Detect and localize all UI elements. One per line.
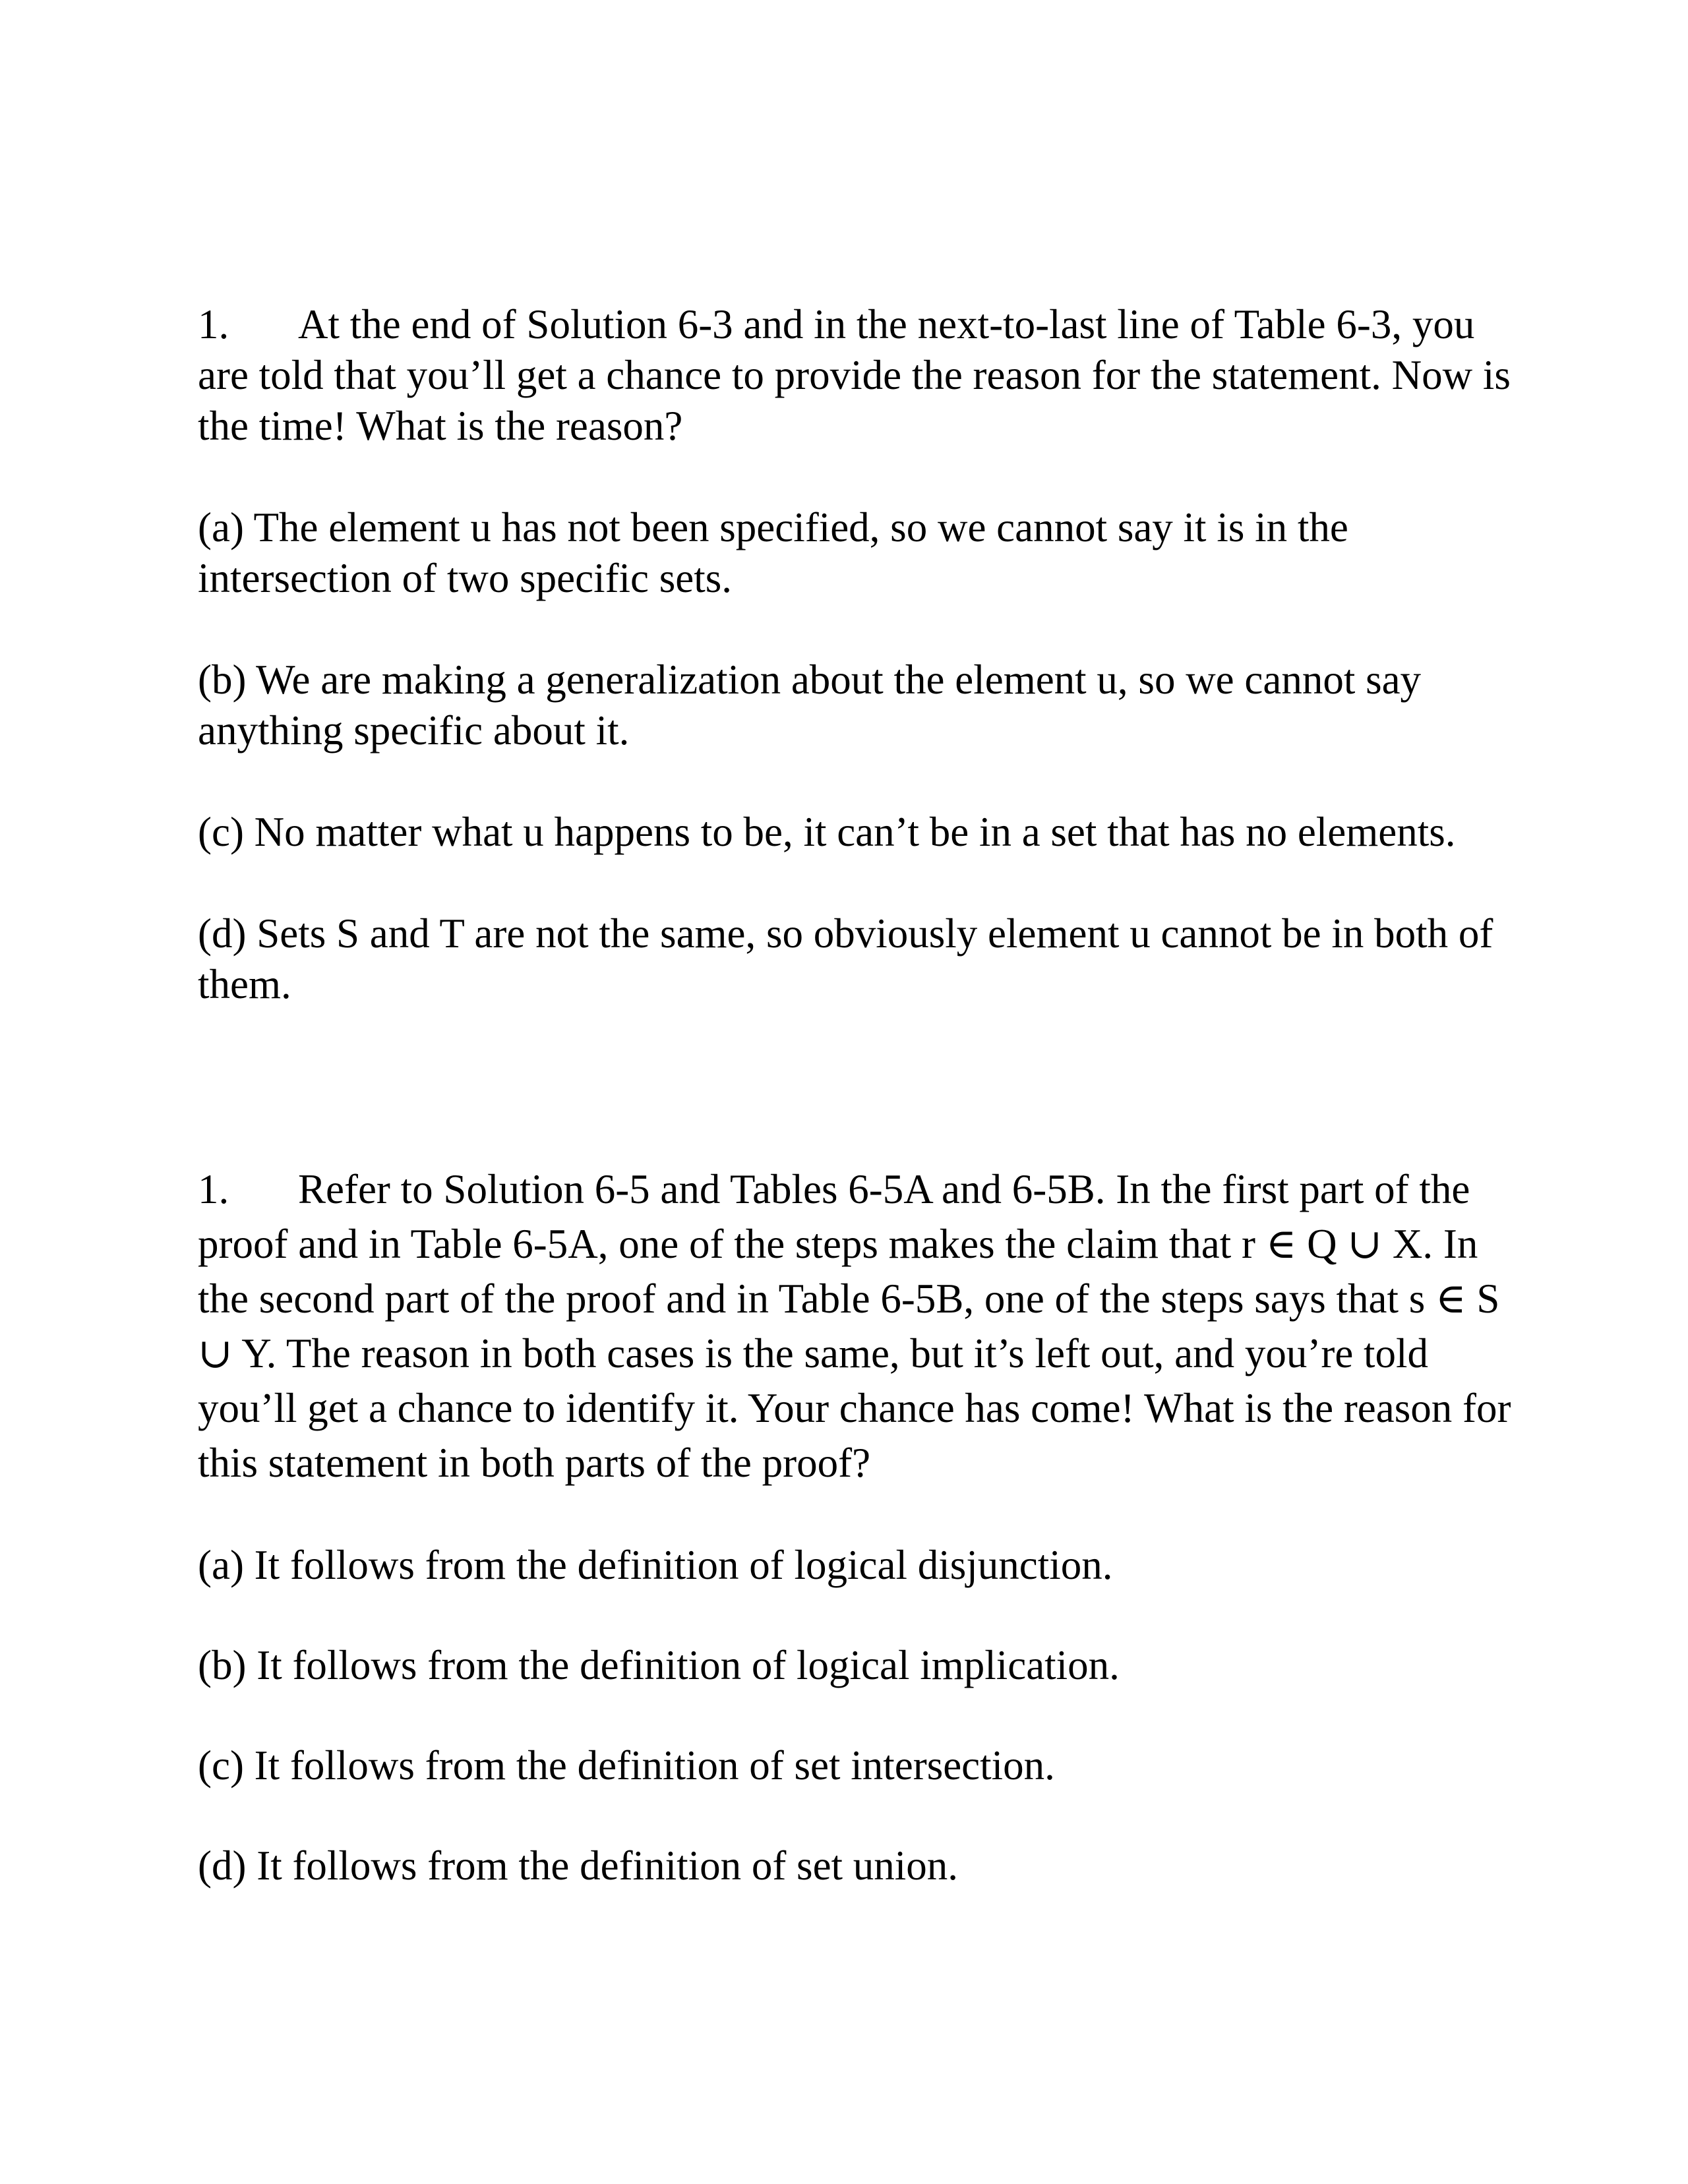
question-2-number: 1.: [198, 1166, 229, 1212]
question-1-option-d: (d) Sets S and T are not the same, so obviously element u cannot be in both of them.: [198, 910, 1493, 1007]
document-page: [198, 299, 1523, 1891]
question-2-option-b: (b) It follows from the definition of logical implication.: [198, 1642, 1120, 1688]
question-1-option-a: (a) The element u has not been specified, so we cannot say it is in the intersection of two specific sets.: [198, 504, 1348, 601]
question-1-number: 1.: [198, 301, 229, 347]
question-2: [198, 1162, 1523, 1891]
question-1-stem: [198, 299, 1523, 452]
question-1-text: At the end of Solution 6-3 and in the next-to-last line of Table 6-3, you are told that you’ll get a chance to provide the reason for the statement. Now is the time! What is the reason?: [198, 301, 1511, 449]
question-2-text: Refer to Solution 6-5 and Tables 6-5A and 6-5B. In the first part of the proof and in Table 6-5A, one of the steps makes the claim that r ∈ Q ∪ X. In the second part of the proof and in Table 6-5B, one of the steps says that s ∈ S ∪ Y. The reason in both cases is the same, but it’s left out, and you’re told you’ll get a chance to identify it. Your chance has come! What is the reason for this statement in both parts of the proof?: [198, 1166, 1511, 1486]
question-2-option-a: (a) It follows from the definition of logical disjunction.: [198, 1542, 1113, 1588]
question-2-option-c: (c) It follows from the definition of set intersection.: [198, 1742, 1055, 1788]
question-2-stem: [198, 1162, 1523, 1490]
question-1-option-b: (b) We are making a generalization about the element u, so we cannot say anything specific about it.: [198, 657, 1422, 753]
question-1: [198, 299, 1523, 1010]
question-2-option-d: (d) It follows from the definition of set union.: [198, 1843, 959, 1889]
question-1-option-c: (c) No matter what u happens to be, it can’t be in a set that has no elements.: [198, 809, 1456, 855]
